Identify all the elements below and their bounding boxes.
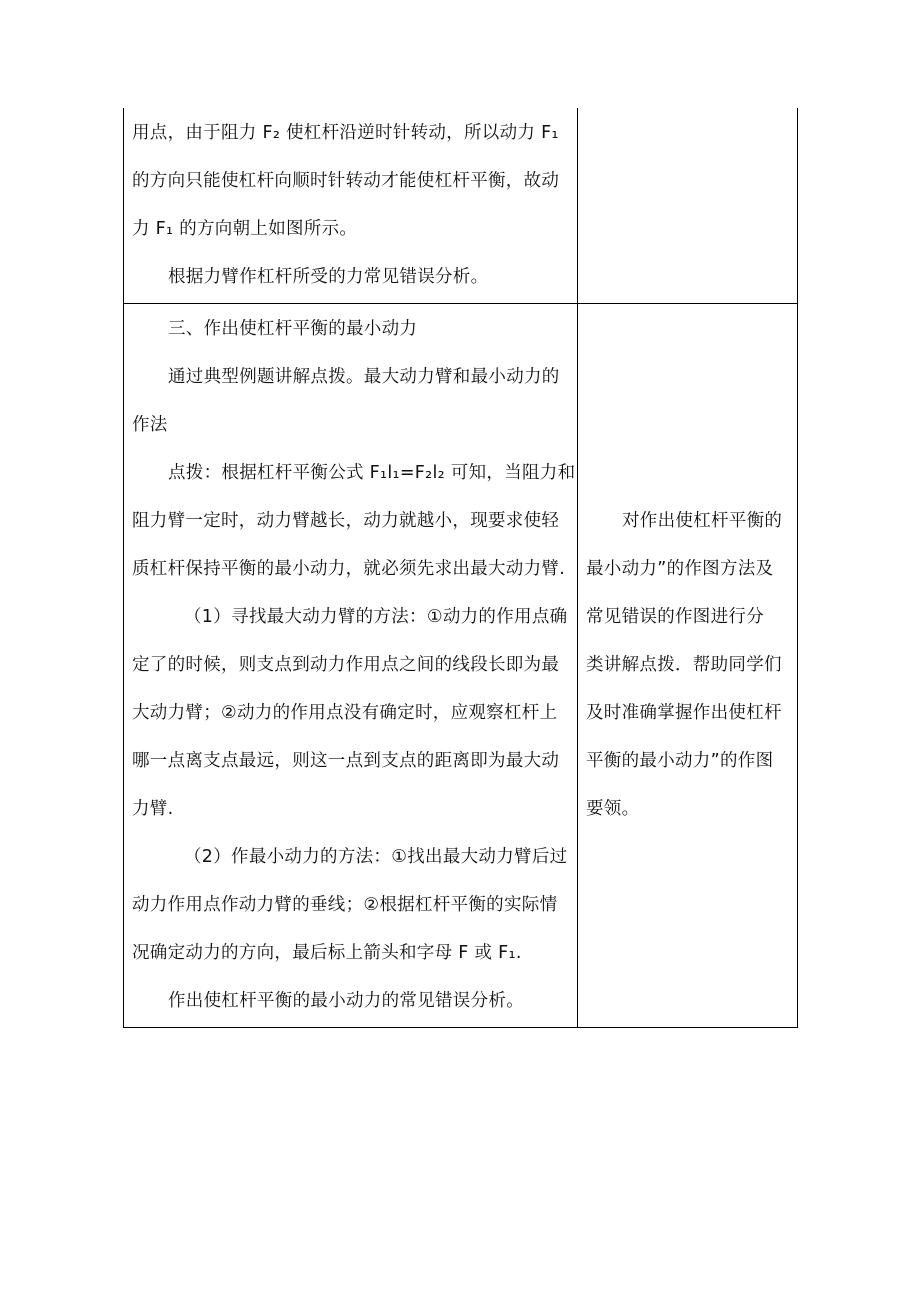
method1-line: 哪一点离支点最远，则这一点到支点的距离即为最大动 [132,751,560,771]
method1-line: 定了的时候，则支点到动力作用点之间的线段长即为最 [132,655,560,675]
closing-line: 作出使杠杆平衡的最小动力的常见错误分析。 [168,991,524,1011]
intro-line: 作法 [132,415,168,435]
table-border-bottom [123,1027,798,1028]
method1-line: 大动力臂；②动力的作用点没有确定时，应观察杠杆上 [132,703,558,723]
method1-line: （1）寻找最大动力臂的方法：①动力的作用点确 [184,607,568,627]
row1-line: 的方向只能使杠杆向顺时针转动才能使杠杆平衡，故动 [132,171,560,191]
table-column-divider [577,108,578,1028]
section-heading: 三、作出使杠杆平衡的最小动力 [168,319,418,339]
note-line: 平衡的最小动力”的作图 [586,751,774,771]
row1-line: 力 F₁ 的方向朝上如图所示。 [132,219,358,239]
lesson-table [123,108,798,1028]
table-row-divider [123,303,798,304]
note-line: 常见错误的作图进行分 [586,607,764,627]
method2-line: 况确定动力的方向，最后标上箭头和字母 F 或 F₁. [132,943,522,963]
intro-line: 通过典型例题讲解点拨。最大动力臂和最小动力的 [168,367,560,387]
method1-line: 力臂. [132,799,174,819]
method2-line: （2）作最小动力的方法：①找出最大动力臂后过 [184,847,568,867]
table-border-left [123,108,124,1028]
note-line: 最小动力”的作图方法及 [586,559,774,579]
method2-line: 动力作用点作动力臂的垂线；②根据杠杆平衡的实际情 [132,895,558,915]
row1-content-cell [132,109,574,301]
note-line: 类讲解点拨．帮助同学们 [586,655,782,675]
note-line: 要领。 [586,799,640,819]
row1-line: 根据力臂作杠杆所受的力常见错误分析。 [168,267,489,287]
row1-line: 用点，由于阻力 F₂ 使杠杆沿逆时针转动，所以动力 F₁ [132,123,559,143]
note-line: 对作出使杠杆平衡的 [622,511,783,531]
tip-line: 阻力臂一定时，动力臂越长，动力就越小，现要求使轻 [132,511,560,531]
tip-line: 点拨：根据杠杆平衡公式 F₁l₁=F₂l₂ 可知，当阻力和 [168,463,576,483]
table-border-right [797,108,798,1028]
note-line: 及时准确掌握作出使杠杆 [586,703,782,723]
row2-content-cell [132,305,574,1025]
teaching-note-cell [586,497,794,833]
tip-line: 质杠杆保持平衡的最小动力，就必须先求出最大动力臂. [132,559,566,579]
